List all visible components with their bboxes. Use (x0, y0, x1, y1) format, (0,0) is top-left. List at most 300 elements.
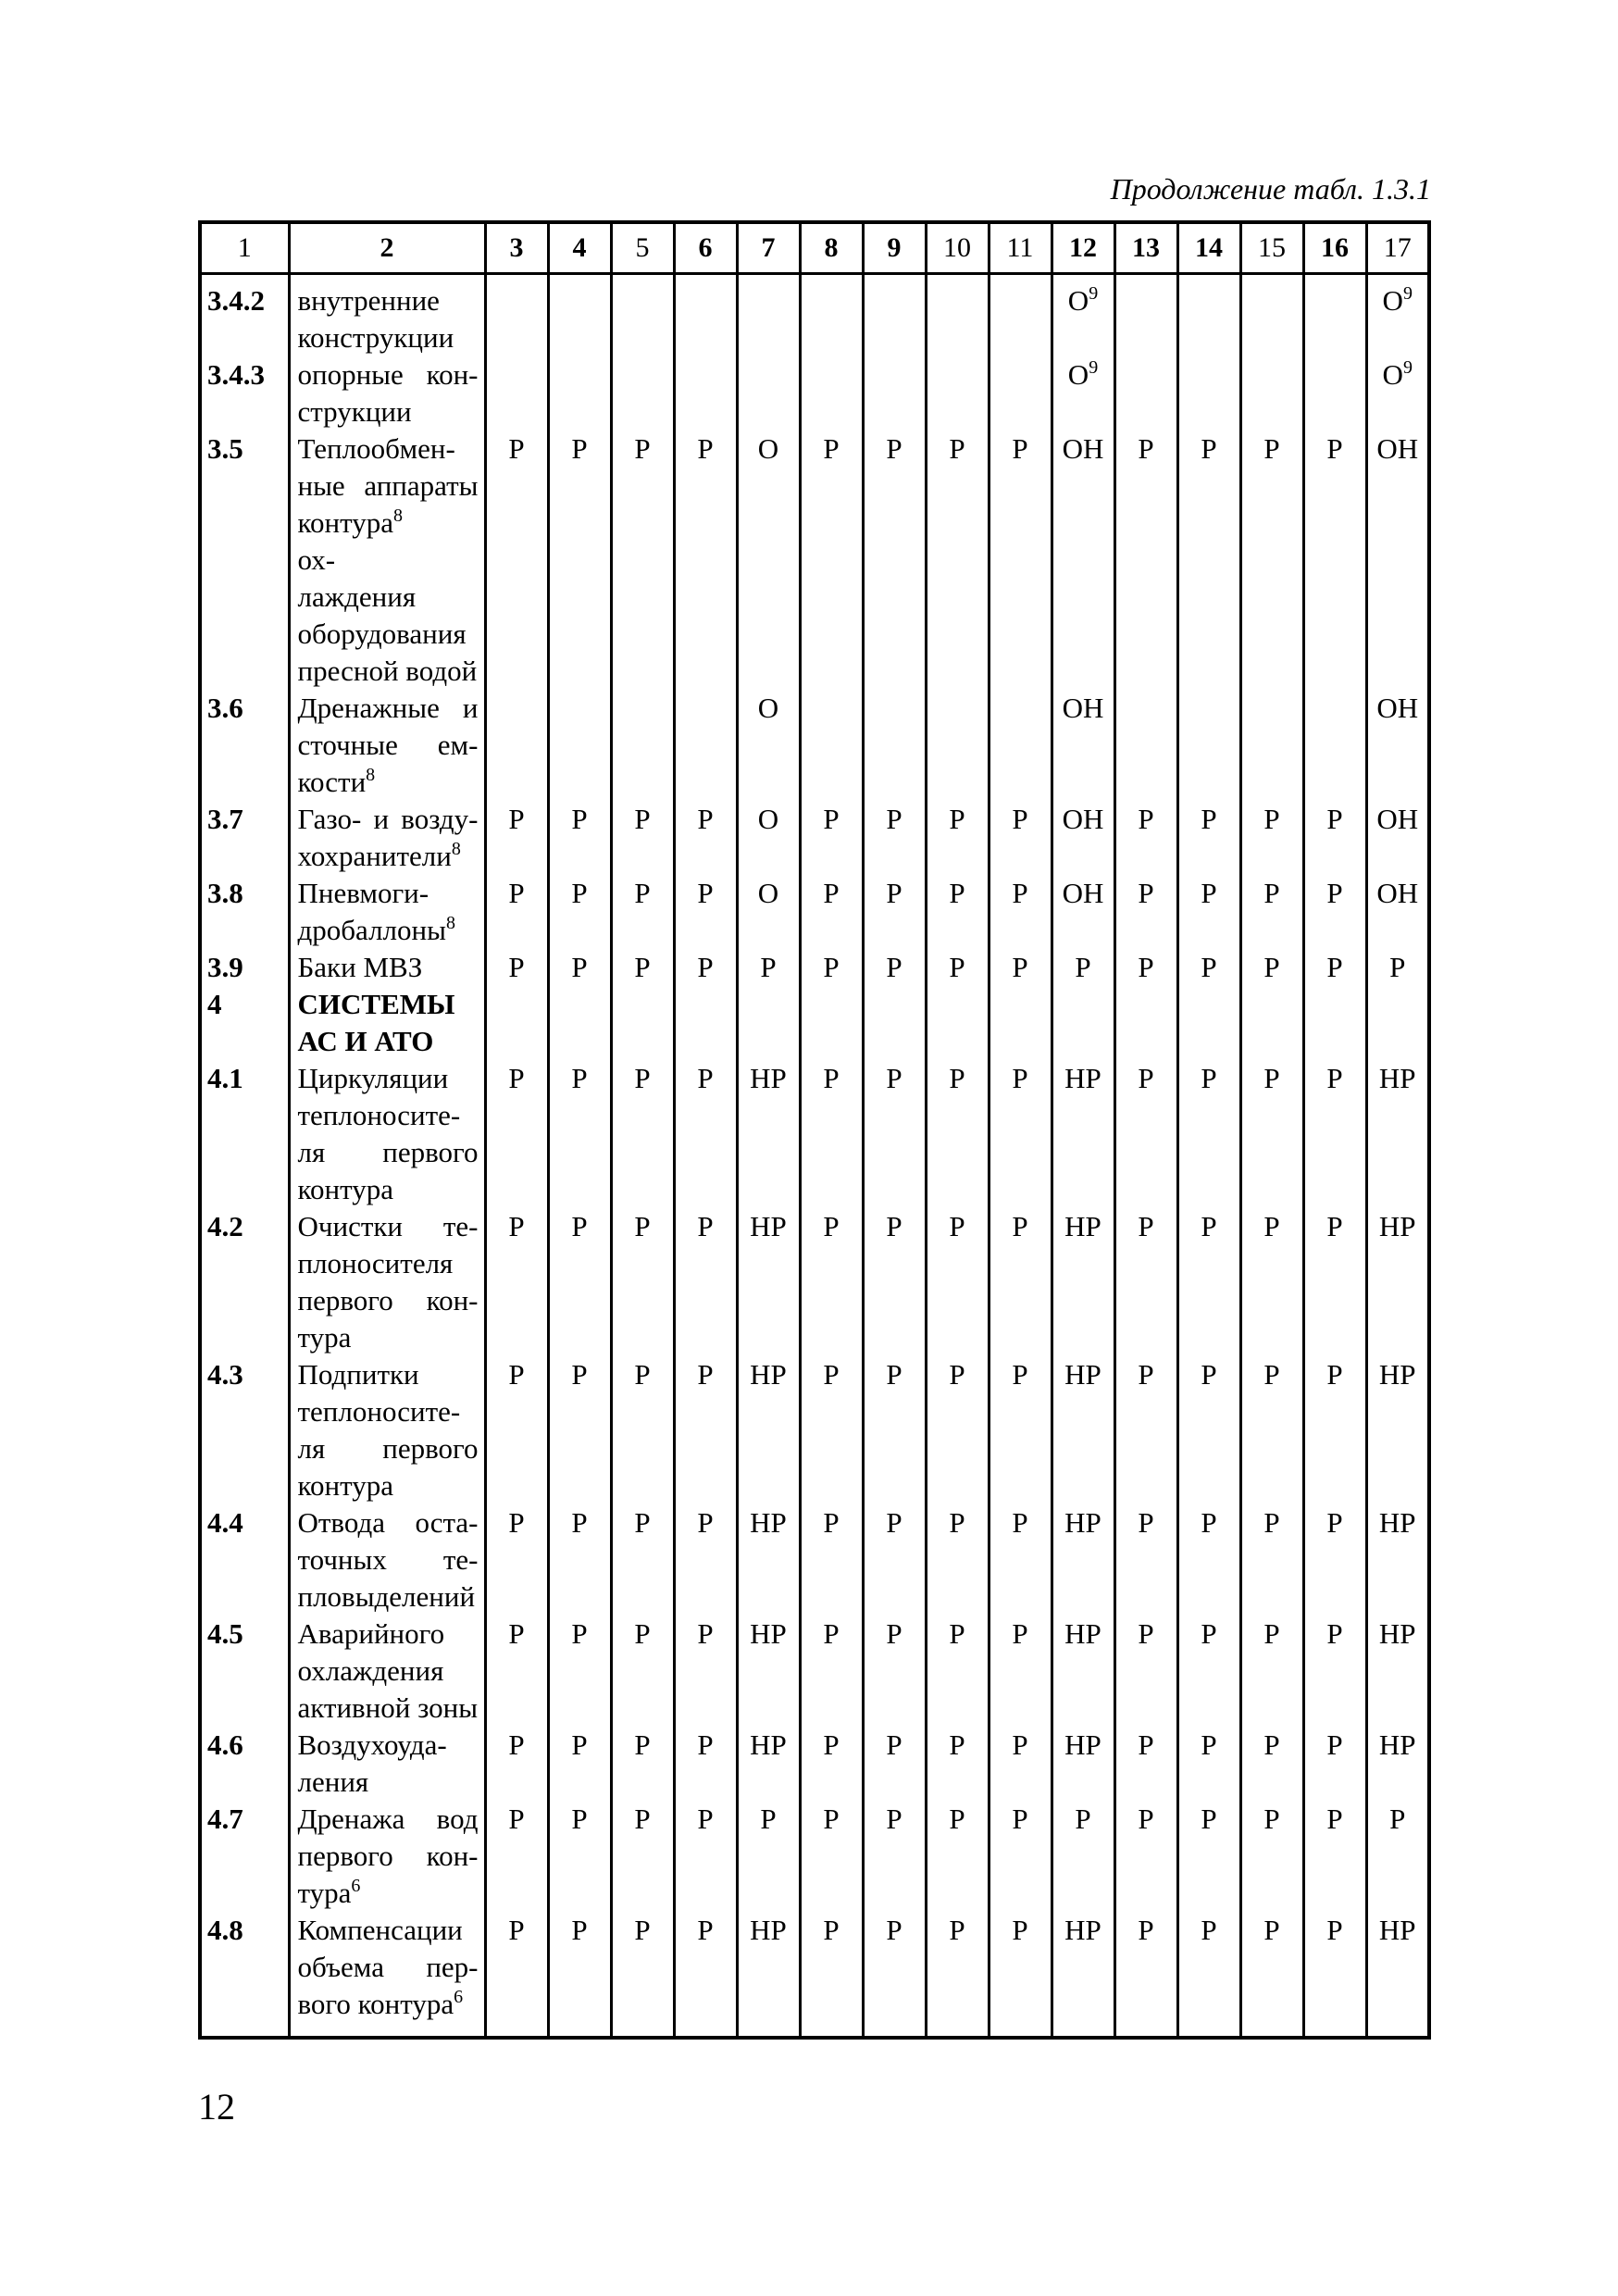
value-text: OH (1376, 432, 1419, 465)
value-text: P (1138, 1728, 1154, 1761)
value-text: P (1012, 1617, 1028, 1650)
value-cell (863, 1208, 926, 1356)
row-name-line (298, 1171, 479, 1208)
value-text: P (886, 951, 902, 983)
value-text: P (949, 1617, 965, 1650)
value-cell (1052, 430, 1114, 690)
row-name (289, 986, 485, 1060)
value-text: P (1263, 803, 1280, 835)
row-number: 4.4 (200, 1504, 289, 1616)
value-cell (1114, 274, 1177, 357)
value-text: P (1326, 1617, 1343, 1650)
value-cell (863, 1504, 926, 1616)
row-name-text: опорные кон- (297, 358, 479, 391)
value-text: P (949, 1728, 965, 1761)
row-name-text: охлаждения (297, 1654, 444, 1687)
row-name (289, 430, 485, 690)
value-text: P (1012, 1803, 1028, 1835)
value-cell (1303, 274, 1366, 357)
value-cell (737, 875, 800, 949)
value-text: P (886, 1617, 902, 1650)
value-text: P (1263, 1210, 1280, 1242)
row-name-text: первого кон- (297, 1840, 479, 1872)
value-text: O (757, 877, 779, 909)
value-cell (1114, 949, 1177, 986)
value-cell (989, 690, 1052, 801)
value-cell (737, 274, 800, 357)
value-cell (800, 1504, 863, 1616)
value-text: P (1138, 1914, 1154, 1946)
value-cell (611, 1912, 674, 2038)
column-header: 11 (989, 222, 1052, 274)
row-name-text: первого кон- (297, 1284, 479, 1316)
table-row (200, 801, 1429, 875)
value-text: P (508, 1358, 525, 1391)
value-cell (737, 356, 800, 430)
value-text: P (1138, 1210, 1154, 1242)
row-name-text: пресной водой (297, 655, 478, 687)
value-cell (548, 1356, 611, 1504)
value-text: P (1263, 1062, 1280, 1094)
value-cell (1052, 1727, 1114, 1801)
row-name-text: хохранители (297, 840, 452, 872)
value-text: P (571, 1617, 588, 1650)
value-text: O (1382, 358, 1403, 391)
value-text: P (1263, 432, 1280, 465)
value-cell (1240, 430, 1303, 690)
row-name-line (298, 1023, 479, 1060)
row-name-line (298, 1801, 479, 1838)
value-cell (863, 1912, 926, 2038)
value-cell (611, 1356, 674, 1504)
value-cell (1303, 801, 1366, 875)
value-cell (674, 875, 737, 949)
value-cell (1366, 1912, 1429, 2038)
value-cell (611, 1208, 674, 1356)
value-text: P (571, 951, 588, 983)
row-name (289, 1912, 485, 2038)
value-text: P (1138, 803, 1154, 835)
value-cell (1177, 1208, 1240, 1356)
row-name (289, 875, 485, 949)
value-cell (611, 690, 674, 801)
value-text: P (508, 1506, 525, 1539)
value-cell (1114, 1208, 1177, 1356)
value-text: P (886, 1914, 902, 1946)
table-row (200, 986, 1429, 1060)
value-cell (548, 430, 611, 690)
value-cell (863, 1356, 926, 1504)
value-text: P (1201, 1506, 1217, 1539)
value-cell (1114, 356, 1177, 430)
value-text: P (1138, 1506, 1154, 1539)
value-text: P (1075, 1803, 1091, 1835)
value-cell (1303, 1504, 1366, 1616)
value-text: P (1201, 951, 1217, 983)
value-text: P (1326, 803, 1343, 835)
value-text: HP (1064, 1358, 1101, 1391)
row-name-text: Теплообмен- (297, 432, 455, 465)
value-text: P (1138, 1358, 1154, 1391)
value-cell (1240, 949, 1303, 986)
value-text: P (697, 432, 714, 465)
row-name-text: контура (297, 1469, 393, 1502)
value-cell (989, 801, 1052, 875)
value-cell (548, 875, 611, 949)
row-name-line (298, 1097, 479, 1134)
footnote-ref: 9 (1402, 283, 1413, 304)
row-number: 4.8 (200, 1912, 289, 2038)
value-cell (926, 986, 989, 1060)
value-cell (674, 1504, 737, 1616)
row-name-text: ля первого (297, 1432, 479, 1465)
row-name-line (298, 1653, 479, 1690)
value-cell (989, 1060, 1052, 1208)
value-cell (863, 1801, 926, 1912)
value-text: O (1382, 284, 1403, 317)
value-text: P (1326, 1914, 1343, 1946)
row-name-text: оборудования (297, 618, 467, 650)
value-cell (737, 1912, 800, 2038)
value-cell (485, 430, 548, 690)
row-name-text: конструкции (297, 321, 454, 354)
value-cell (800, 690, 863, 801)
value-text: P (697, 1062, 714, 1094)
row-name-text: плоносителя (297, 1247, 454, 1279)
row-name (289, 1727, 485, 1801)
row-name-text: СИСТЕМЫ (297, 988, 455, 1020)
value-cell (1303, 1801, 1366, 1912)
value-text: P (886, 877, 902, 909)
value-cell (611, 801, 674, 875)
value-cell (485, 356, 548, 430)
value-cell (674, 1060, 737, 1208)
row-name (289, 1060, 485, 1208)
row-name-text: сточные ем- (297, 729, 479, 761)
value-text: P (949, 1506, 965, 1539)
row-name-text: АС И АТО (297, 1025, 434, 1057)
value-cell (1303, 1616, 1366, 1727)
value-cell (1114, 1912, 1177, 2038)
value-cell (1366, 690, 1429, 801)
value-text: P (571, 432, 588, 465)
value-cell (1303, 1208, 1366, 1356)
value-text: P (697, 1358, 714, 1391)
table-row (200, 1356, 1429, 1504)
value-cell (485, 949, 548, 986)
value-cell (1240, 356, 1303, 430)
value-text: P (1201, 1210, 1217, 1242)
value-text: P (1138, 951, 1154, 983)
row-name-line (298, 1727, 479, 1764)
value-text: P (571, 877, 588, 909)
value-text: HP (1064, 1506, 1101, 1539)
value-cell (863, 801, 926, 875)
value-text: HP (750, 1358, 787, 1391)
value-cell (863, 1616, 926, 1727)
value-cell (1052, 986, 1114, 1060)
row-name-text: Циркуляции (297, 1062, 449, 1094)
value-cell (863, 356, 926, 430)
row-name-text: ох- (297, 543, 336, 576)
value-cell (863, 1060, 926, 1208)
footnote-ref: 8 (366, 765, 376, 785)
value-cell (926, 1356, 989, 1504)
value-text: P (634, 803, 651, 835)
value-cell (548, 986, 611, 1060)
row-name (289, 1504, 485, 1616)
value-cell (863, 274, 926, 357)
table-row (200, 875, 1429, 949)
value-text: P (949, 1062, 965, 1094)
row-name-text: Отвода оста- (297, 1506, 479, 1539)
value-text: P (508, 803, 525, 835)
value-cell (800, 1801, 863, 1912)
value-text: HP (1378, 1506, 1416, 1539)
row-name (289, 356, 485, 430)
value-text: P (886, 1210, 902, 1242)
value-text: P (1263, 1914, 1280, 1946)
value-text: P (508, 951, 525, 983)
value-cell (611, 1727, 674, 1801)
value-cell (548, 801, 611, 875)
value-cell (1052, 1356, 1114, 1504)
value-cell (1114, 1060, 1177, 1208)
value-text: P (571, 1803, 588, 1835)
value-cell (1240, 1208, 1303, 1356)
value-cell (863, 430, 926, 690)
footnote-ref: 9 (1089, 283, 1099, 304)
value-cell (1303, 875, 1366, 949)
value-text: HP (750, 1062, 787, 1094)
value-cell (1052, 1912, 1114, 2038)
value-cell (926, 1801, 989, 1912)
value-cell (1114, 1616, 1177, 1727)
footnote-ref: 6 (454, 1987, 464, 2007)
value-text: P (697, 951, 714, 983)
table-row (200, 430, 1429, 690)
value-cell (1114, 875, 1177, 949)
value-text: OH (1376, 803, 1419, 835)
table-body (200, 274, 1429, 2039)
value-text: HP (1064, 1617, 1101, 1650)
value-text: P (886, 432, 902, 465)
row-name-line (298, 505, 479, 542)
value-cell (674, 1356, 737, 1504)
row-name-line (298, 1764, 479, 1801)
value-text: OH (1062, 877, 1104, 909)
value-cell (1366, 949, 1429, 986)
value-cell (1177, 356, 1240, 430)
value-cell (1114, 1504, 1177, 1616)
value-text: OH (1062, 692, 1104, 724)
value-cell (1114, 430, 1177, 690)
value-cell (1052, 1504, 1114, 1616)
value-cell (485, 1208, 548, 1356)
value-text: P (1012, 1728, 1028, 1761)
value-text: P (1012, 1062, 1028, 1094)
footnote-ref: 9 (1402, 357, 1413, 378)
value-cell (485, 1060, 548, 1208)
value-cell (1366, 274, 1429, 357)
value-cell (989, 430, 1052, 690)
value-cell (1052, 690, 1114, 801)
value-text: P (1012, 1358, 1028, 1391)
value-text: P (508, 877, 525, 909)
row-name-line (298, 1060, 479, 1097)
value-cell (1366, 986, 1429, 1060)
value-cell (485, 690, 548, 801)
value-text: P (823, 432, 840, 465)
value-text: P (823, 1506, 840, 1539)
row-name-line (298, 1467, 479, 1504)
value-text: HP (1378, 1358, 1416, 1391)
value-text: HP (750, 1506, 787, 1539)
row-number: 3.7 (200, 801, 289, 875)
value-text: OH (1062, 432, 1104, 465)
row-name-line (298, 838, 479, 875)
value-cell (611, 949, 674, 986)
value-cell (1052, 1616, 1114, 1727)
footnote-ref: 6 (351, 1876, 361, 1896)
value-text: P (949, 1914, 965, 1946)
row-name-text: тура (297, 1877, 352, 1909)
value-text: P (760, 951, 777, 983)
value-cell (800, 1616, 863, 1727)
row-number: 3.6 (200, 690, 289, 801)
value-cell (548, 274, 611, 357)
value-text: O (757, 692, 779, 724)
table-row (200, 1912, 1429, 2038)
row-name (289, 1801, 485, 1912)
value-cell (989, 1504, 1052, 1616)
value-cell (1114, 801, 1177, 875)
row-name-line (298, 1430, 479, 1467)
row-name-text: контура (297, 506, 393, 539)
row-name-text: Очистки те- (297, 1210, 479, 1242)
value-text: P (823, 1914, 840, 1946)
row-name-text: ления (297, 1766, 369, 1798)
value-cell (1177, 1727, 1240, 1801)
column-header: 15 (1240, 222, 1303, 274)
row-name (289, 690, 485, 801)
value-cell (1114, 986, 1177, 1060)
row-name-line (298, 1393, 479, 1430)
value-cell (1177, 1801, 1240, 1912)
row-name-line (298, 727, 479, 764)
value-cell (1366, 1801, 1429, 1912)
row-name-text: теплоносите- (297, 1395, 461, 1428)
column-header: 1 (200, 222, 289, 274)
value-text: P (571, 1728, 588, 1761)
value-cell (737, 1727, 800, 1801)
value-text: P (760, 1803, 777, 1835)
value-cell (1240, 274, 1303, 357)
value-cell (926, 1208, 989, 1356)
table-row (200, 1801, 1429, 1912)
row-name-text: лаждения (297, 580, 417, 613)
value-cell (674, 1616, 737, 1727)
table-row (200, 1727, 1429, 1801)
value-text: P (823, 1210, 840, 1242)
value-text: P (1326, 1358, 1343, 1391)
value-text: P (508, 1210, 525, 1242)
value-cell (989, 1616, 1052, 1727)
value-cell (1114, 1356, 1177, 1504)
row-number: 4.6 (200, 1727, 289, 1801)
value-cell (989, 1208, 1052, 1356)
value-text: P (823, 1728, 840, 1761)
row-name-line (298, 1578, 479, 1616)
value-cell (1177, 430, 1240, 690)
value-text: P (697, 1803, 714, 1835)
value-text: O (757, 803, 779, 835)
value-text: P (1326, 1506, 1343, 1539)
value-text: P (1263, 1358, 1280, 1391)
row-name-text: теплоносите- (297, 1099, 461, 1131)
column-header: 5 (611, 222, 674, 274)
value-cell (800, 875, 863, 949)
value-text: P (1012, 1506, 1028, 1539)
header-row (200, 222, 1429, 274)
row-name (289, 274, 485, 357)
value-cell (737, 986, 800, 1060)
value-cell (1240, 875, 1303, 949)
row-number: 4.3 (200, 1356, 289, 1504)
value-cell (989, 1801, 1052, 1912)
value-cell (1366, 356, 1429, 430)
value-text: P (1201, 432, 1217, 465)
value-cell (1052, 274, 1114, 357)
value-cell (485, 274, 548, 357)
value-cell (1303, 1912, 1366, 2038)
value-cell (548, 690, 611, 801)
row-name-text: контура (297, 1173, 393, 1205)
row-name-line (298, 356, 479, 393)
footnote-ref: 8 (451, 839, 461, 859)
value-cell (1240, 1356, 1303, 1504)
footnote-ref: 8 (445, 913, 455, 933)
value-text: HP (1378, 1914, 1416, 1946)
row-name-text: внутренние (297, 284, 440, 317)
value-text: P (571, 1062, 588, 1094)
row-number: 4 (200, 986, 289, 1060)
value-cell (1177, 274, 1240, 357)
value-cell (926, 949, 989, 986)
row-name-line (298, 1986, 479, 2023)
row-name-text: Аварийного (297, 1617, 445, 1650)
value-text: P (1012, 803, 1028, 835)
value-text: P (697, 1914, 714, 1946)
value-cell (611, 274, 674, 357)
row-number: 3.8 (200, 875, 289, 949)
value-text: P (697, 1506, 714, 1539)
value-text: HP (1378, 1617, 1416, 1650)
value-cell (737, 949, 800, 986)
value-text: O (1067, 284, 1089, 317)
value-cell (485, 1801, 548, 1912)
value-cell (800, 801, 863, 875)
value-cell (926, 356, 989, 430)
column-header: 4 (548, 222, 611, 274)
value-cell (989, 274, 1052, 357)
value-text: P (1389, 1803, 1406, 1835)
value-cell (1303, 1356, 1366, 1504)
value-text: P (1326, 1803, 1343, 1835)
value-cell (926, 690, 989, 801)
row-name-line (298, 690, 479, 727)
value-cell (1240, 1616, 1303, 1727)
